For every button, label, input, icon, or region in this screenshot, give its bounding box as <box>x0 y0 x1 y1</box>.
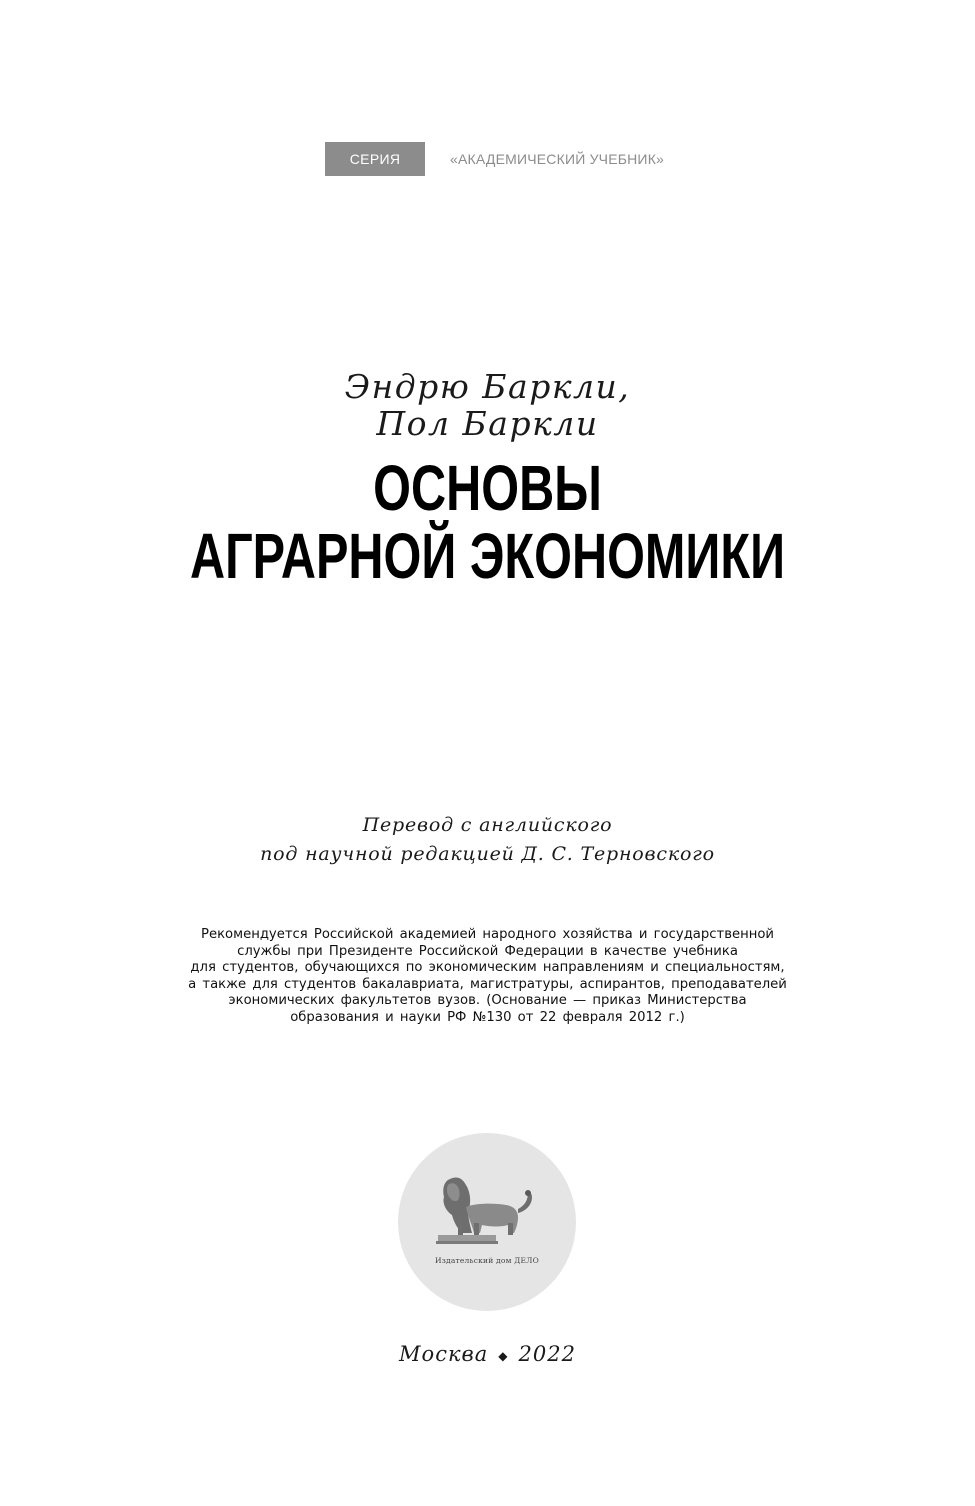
title-line-2: АГРАРНОЙ ЭКОНОМИКИ <box>189 520 786 592</box>
authors <box>0 368 975 442</box>
translation-line-2: под научной редакцией Д. С. Терновского <box>260 843 715 865</box>
imprint-year: 2022 <box>518 1342 576 1366</box>
publisher-logo <box>398 1133 576 1311</box>
recommendation-line-5: экономических факультетов вузов. (Основание — приказ Министерства <box>228 993 747 1008</box>
publisher-name: Издательский дом ДЕЛО <box>435 1256 539 1265</box>
translation-note <box>0 811 975 869</box>
series-row <box>325 142 664 176</box>
imprint <box>0 1342 975 1366</box>
author-1: Эндрю Баркли, <box>344 367 631 406</box>
imprint-city: Москва <box>399 1342 489 1366</box>
lion-icon <box>428 1167 546 1253</box>
recommendation-line-1: Рекомендуется Российской академией народного хозяйства и государственной <box>201 927 774 942</box>
recommendation-line-2: службы при Президенте Российской Федерации в качестве учебника <box>237 943 738 959</box>
title-line-1: ОСНОВЫ <box>373 452 602 524</box>
recommendation-line-6: образования и науки РФ №130 от 22 февраля 2012 г.) <box>290 1009 685 1025</box>
recommendation-line-4: а также для студентов бакалавриата, магистратуры, аспирантов, преподавателей <box>188 976 787 992</box>
book-title <box>0 454 975 590</box>
recommendation-text <box>0 927 975 1026</box>
series-badge: СЕРИЯ <box>325 142 425 176</box>
translation-line-1: Перевод с английского <box>362 814 613 836</box>
author-2: Пол Баркли <box>376 404 599 443</box>
series-name: «АКАДЕМИЧЕСКИЙ УЧЕБНИК» <box>450 151 665 167</box>
recommendation-line-3: для студентов, обучающихся по экономическим направлениям и специальностям, <box>190 960 785 975</box>
diamond-separator-icon: ◆ <box>498 1348 509 1363</box>
